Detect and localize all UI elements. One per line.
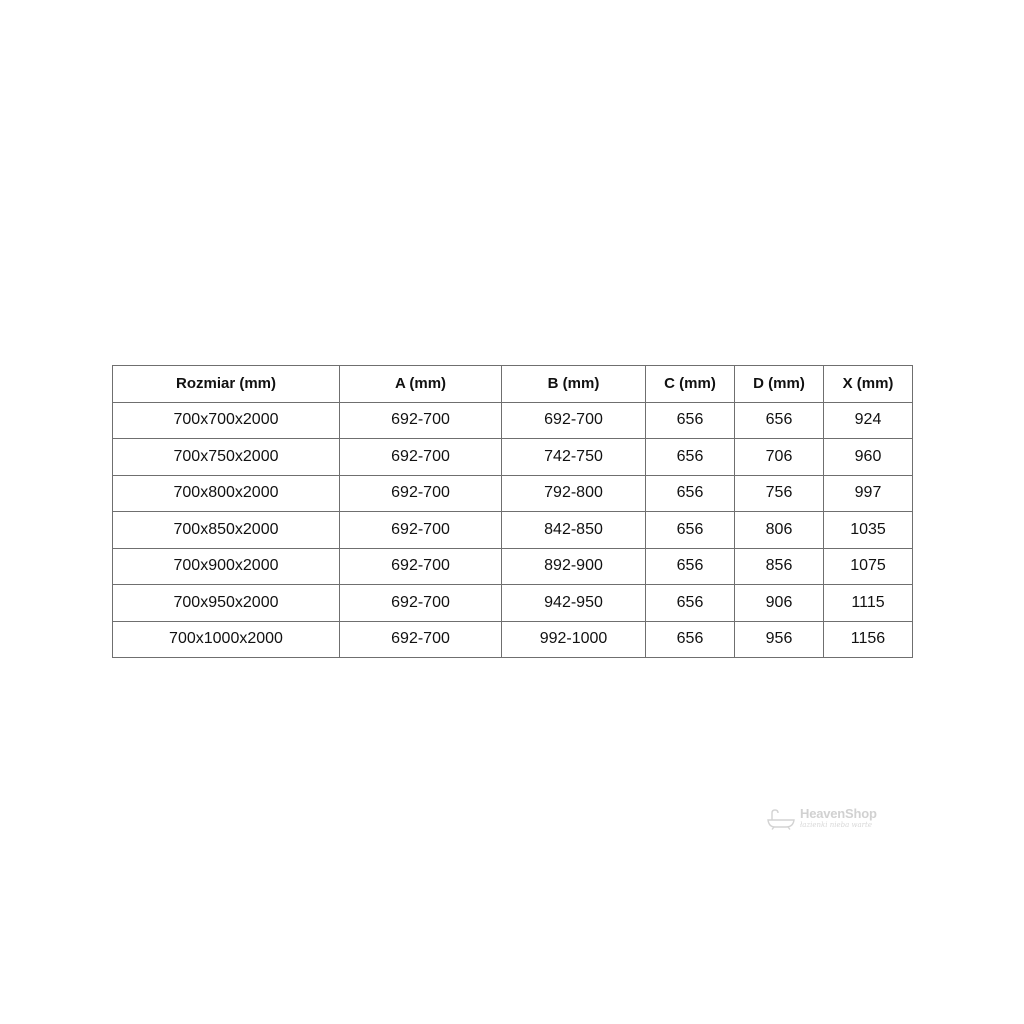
- table-cell: 700x900x2000: [113, 548, 340, 585]
- header-cell-c: C (mm): [646, 366, 735, 403]
- watermark-brand: HeavenShop: [800, 806, 877, 821]
- table-row: [113, 548, 913, 585]
- table-cell: 1156: [824, 621, 913, 658]
- table-cell: 656: [646, 621, 735, 658]
- table-cell: 997: [824, 475, 913, 512]
- table-cell: 1075: [824, 548, 913, 585]
- header-cell-x: X (mm): [824, 366, 913, 403]
- table-cell: 856: [735, 548, 824, 585]
- table-row: [113, 402, 913, 439]
- table-cell: 792-800: [502, 475, 646, 512]
- table-cell: 924: [824, 402, 913, 439]
- table-row: [113, 439, 913, 476]
- table-cell: 742-750: [502, 439, 646, 476]
- watermark-tagline: łazienki nieba warte: [800, 821, 872, 829]
- table-cell: 956: [735, 621, 824, 658]
- heavenshop-watermark: [766, 806, 886, 832]
- table-cell: 692-700: [340, 621, 502, 658]
- table-cell: 992-1000: [502, 621, 646, 658]
- table-cell: 700x800x2000: [113, 475, 340, 512]
- table-row: [113, 585, 913, 622]
- dimensions-table: [112, 365, 913, 658]
- table-cell: 1035: [824, 512, 913, 549]
- table-cell: 656: [646, 475, 735, 512]
- table-cell: 656: [646, 548, 735, 585]
- table-cell: 692-700: [340, 402, 502, 439]
- table-cell: 842-850: [502, 512, 646, 549]
- table-cell: 700x1000x2000: [113, 621, 340, 658]
- table-cell: 692-700: [340, 512, 502, 549]
- table-cell: 706: [735, 439, 824, 476]
- header-cell-a: A (mm): [340, 366, 502, 403]
- table-cell: 806: [735, 512, 824, 549]
- table-cell: 1115: [824, 585, 913, 622]
- table-cell: 656: [646, 402, 735, 439]
- table-cell: 692-700: [340, 475, 502, 512]
- table-row: [113, 512, 913, 549]
- table-cell: 656: [735, 402, 824, 439]
- table-row: [113, 621, 913, 658]
- header-cell-b: B (mm): [502, 366, 646, 403]
- table-cell: 692-700: [340, 439, 502, 476]
- table-cell: 692-700: [340, 585, 502, 622]
- table-cell: 692-700: [502, 402, 646, 439]
- table-cell: 700x850x2000: [113, 512, 340, 549]
- table-cell: 656: [646, 585, 735, 622]
- table-cell: 892-900: [502, 548, 646, 585]
- table-cell: 656: [646, 512, 735, 549]
- header-cell-d: D (mm): [735, 366, 824, 403]
- table-cell: 700x700x2000: [113, 402, 340, 439]
- table-cell: 692-700: [340, 548, 502, 585]
- table-cell: 700x950x2000: [113, 585, 340, 622]
- table-cell: 960: [824, 439, 913, 476]
- table-cell: 756: [735, 475, 824, 512]
- table-cell: 700x750x2000: [113, 439, 340, 476]
- table-row: [113, 475, 913, 512]
- table-cell: 942-950: [502, 585, 646, 622]
- table-cell: 906: [735, 585, 824, 622]
- table-header-row: [113, 366, 913, 403]
- header-cell-size: Rozmiar (mm): [113, 366, 340, 403]
- bathtub-icon: [766, 808, 798, 830]
- table-cell: 656: [646, 439, 735, 476]
